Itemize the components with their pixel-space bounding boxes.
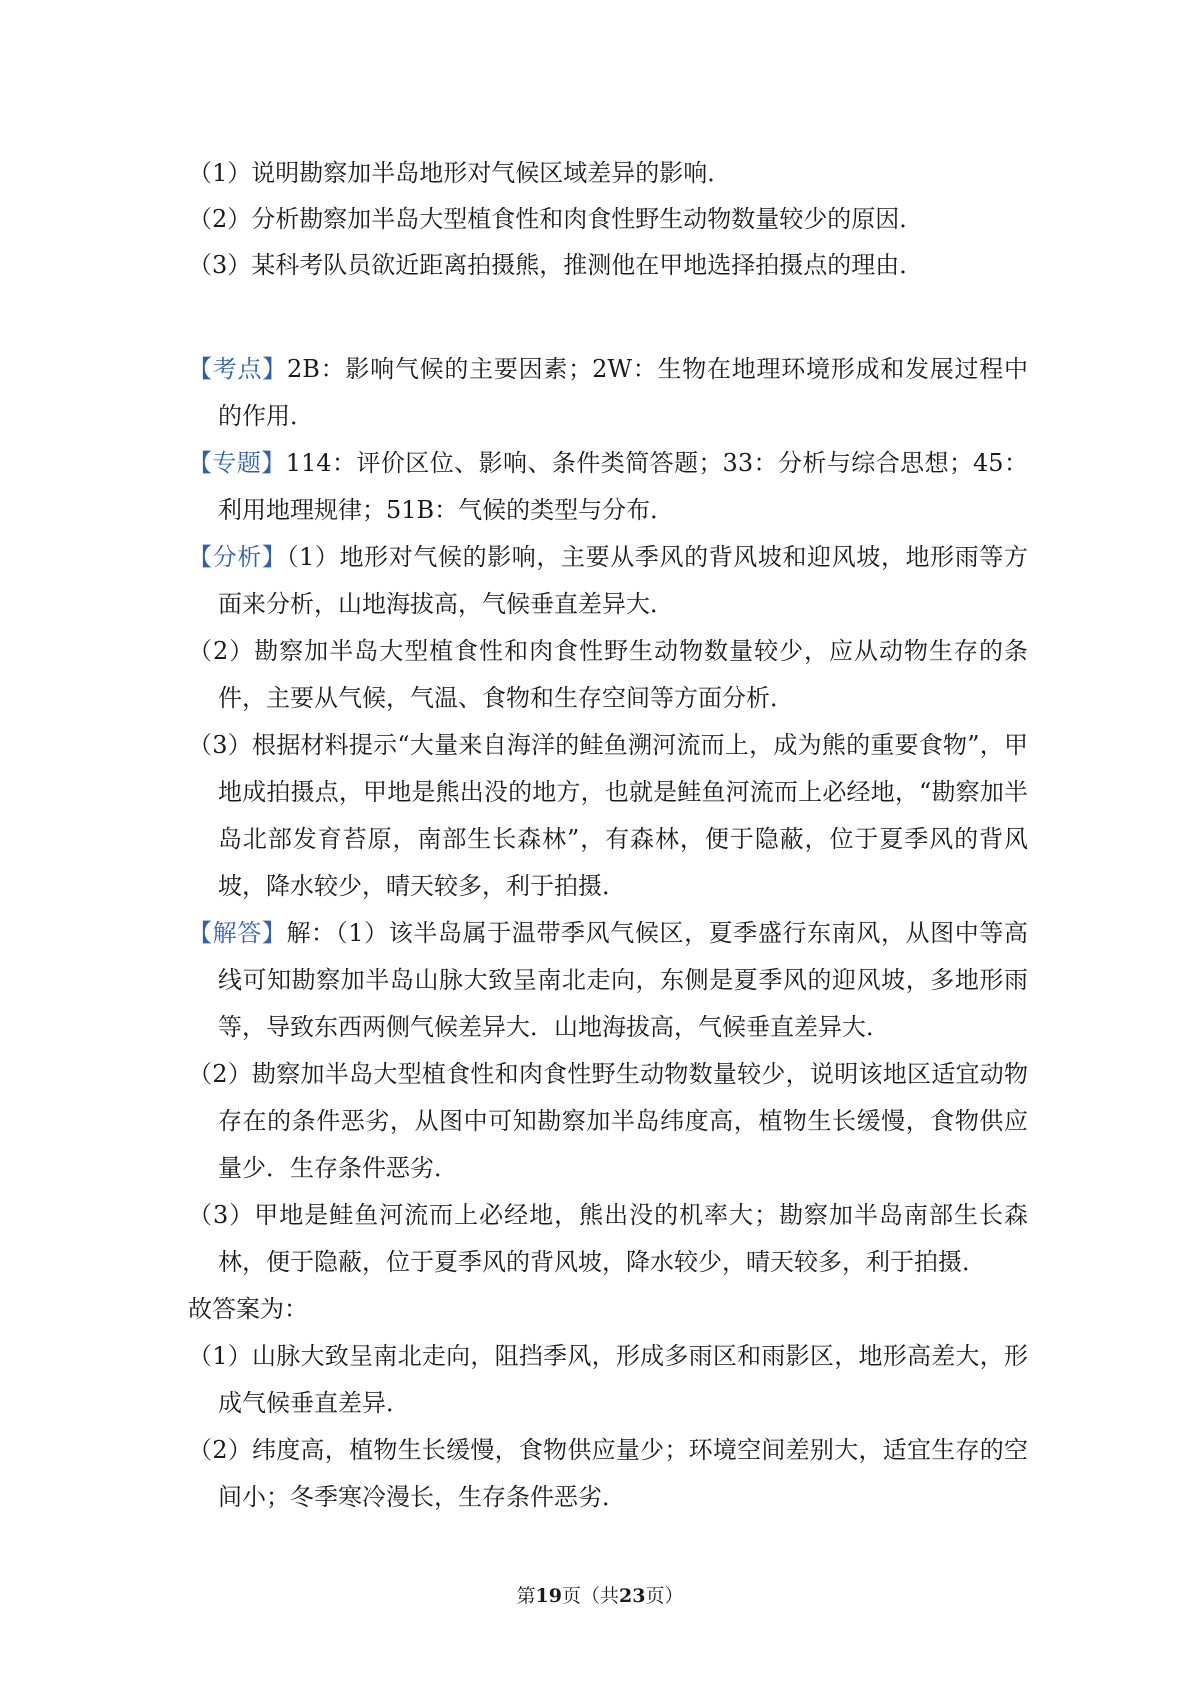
- fenxi-paragraph-1: [188, 534, 1028, 628]
- jieda-paragraph-2: [188, 1051, 1028, 1192]
- fenxi-text-3: （3）根据材料提示“大量来自海洋的鲑鱼溯河流而上，成为熊的重要食物”，甲地成拍摄点，甲地是熊出没的地方，也就是鲑鱼河流而上必经地，“勘察加半岛北部发育苔原，南部生长森林”，有森林，便于隐蔽，位于夏季风的背风坡，降水较少，晴天较多，利于拍摄．: [188, 731, 1028, 900]
- footer-total-pages: 23: [619, 1585, 646, 1607]
- footer-mid: 页（共: [561, 1585, 619, 1607]
- section-spacer: [188, 288, 1028, 346]
- jieda-text-2: （2）勘察加半岛大型植食性和肉食性野生动物数量较少，说明该地区适宜动物存在的条件恶劣，从图中可知勘察加半岛纬度高，植物生长缓慢，食物供应量少．生存条件恶劣．: [188, 1060, 1028, 1182]
- fenxi-paragraph-2: [188, 628, 1028, 722]
- zhuanti-text: 114：评价区位、影响、条件类简答题；33：分析与综合思想；45：利用地理规律；51B：气候的类型与分布．: [218, 449, 1028, 524]
- jieda-tag: 【解答】: [188, 919, 287, 947]
- footer-page-number: 19: [535, 1585, 562, 1607]
- answer-2: （2）纬度高，植物生长缓慢，食物供应量少；环境空间差别大，适宜生存的空间小；冬季寒冷漫长，生存条件恶劣．: [188, 1436, 1028, 1511]
- question-3: （3）某科考队员欲近距离拍摄熊，推测他在甲地选择拍摄点的理由．: [188, 251, 924, 279]
- answer-1: （1）山脉大致呈南北走向，阻挡季风，形成多雨区和雨影区，地形高差大，形成气候垂直差异．: [188, 1342, 1028, 1417]
- jieda-text-1: 解：（1）该半岛属于温带季风气候区，夏季盛行东南风，从图中等高线可知勘察加半岛山脉大致呈南北走向，东侧是夏季风的迎风坡，多地形雨等，导致东西两侧气候差异大．山地海拔高，气候垂直差异大．: [218, 919, 1028, 1041]
- page-content: [188, 150, 1028, 1521]
- zhuanti-paragraph: [188, 440, 1028, 534]
- footer-prefix: 第: [516, 1585, 536, 1607]
- kaodian-text: 2B：影响气候的主要因素；2W：生物在地理环境形成和发展过程中的作用．: [218, 355, 1029, 430]
- jieda-text-3: （3）甲地是鲑鱼河流而上必经地，熊出没的机率大；勘察加半岛南部生长森林，便于隐蔽，位于夏季风的背风坡，降水较少，晴天较多，利于拍摄．: [188, 1201, 1028, 1276]
- answer-lead: 故答案为：: [188, 1295, 308, 1323]
- jieda-paragraph-1: [188, 910, 1028, 1051]
- kaodian-paragraph: [188, 346, 1028, 440]
- fenxi-paragraph-3: [188, 722, 1028, 910]
- fenxi-tag: 【分析】: [188, 543, 287, 571]
- page-footer: [0, 1581, 1200, 1608]
- jieda-paragraph-3: [188, 1192, 1028, 1286]
- kaodian-tag: 【考点】: [188, 355, 287, 383]
- question-2: （2）分析勘察加半岛大型植食性和肉食性野生动物数量较少的原因．: [188, 205, 924, 233]
- zhuanti-tag: 【专题】: [188, 449, 286, 477]
- fenxi-text-1: （1）地形对气候的影响，主要从季风的背风坡和迎风坡，地形雨等方面来分析，山地海拔高，气候垂直差异大．: [218, 543, 1028, 618]
- fenxi-text-2: （2）勘察加半岛大型植食性和肉食性野生动物数量较少，应从动物生存的条件，主要从气候，气温、食物和生存空间等方面分析．: [188, 637, 1028, 712]
- footer-suffix: 页）: [645, 1585, 684, 1607]
- question-1: （1）说明勘察加半岛地形对气候区域差异的影响．: [188, 159, 732, 187]
